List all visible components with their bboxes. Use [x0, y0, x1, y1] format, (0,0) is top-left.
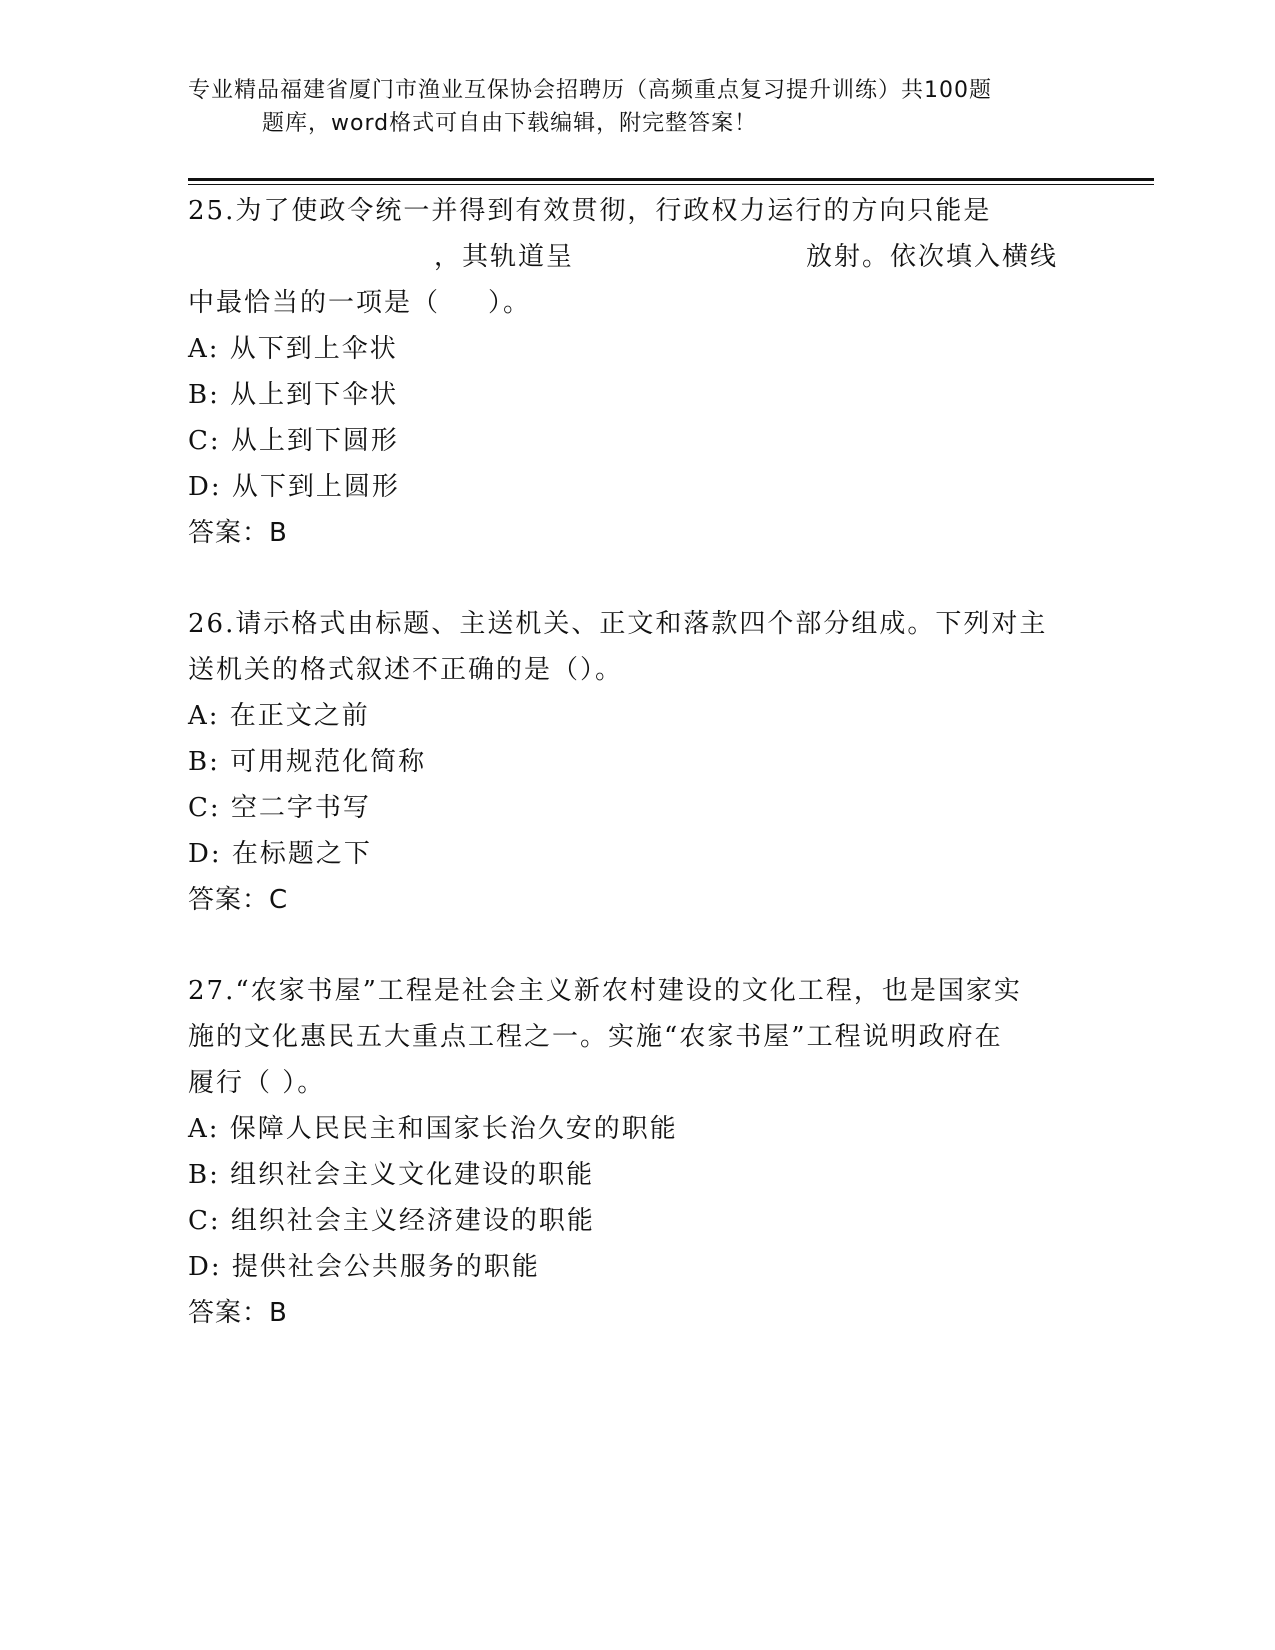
- question-stem-line: 27.“农家书屋”工程是社会主义新农村建设的文化工程，也是国家实: [188, 976, 1022, 1006]
- option-d: D: 在标题之下: [188, 839, 372, 869]
- question-stem-line: 施的文化惠民五大重点工程之一。实施“农家书屋”工程说明政府在: [188, 1022, 1003, 1052]
- question-stem-text: 放射。依次填入横线: [806, 242, 1059, 272]
- option-b: B: 可用规范化简称: [188, 747, 427, 777]
- answer-label: 答案：B: [188, 518, 288, 548]
- question-stem-line: 履行（ ）。: [188, 1068, 326, 1098]
- option-a: A: 在正文之前: [188, 701, 370, 731]
- question-stem-text: ）。: [488, 288, 532, 318]
- header-title-line-1: 专业精品福建省厦门市渔业互保协会招聘历（高频重点复习提升训练）共100题: [188, 78, 992, 103]
- option-c: C: 组织社会主义经济建设的职能: [188, 1206, 595, 1236]
- option-d: D: 提供社会公共服务的职能: [188, 1252, 540, 1282]
- header-divider-thick: [188, 178, 1154, 181]
- question-stem-line: [188, 234, 1068, 280]
- question-stem-text: ，其轨道呈: [434, 242, 575, 272]
- question-stem-line: [188, 188, 1068, 234]
- question-26: [188, 601, 1068, 923]
- question-stem-text: 中最恰当的一项是（: [188, 288, 441, 318]
- answer-label: 答案：B: [188, 1298, 288, 1328]
- option-c: C: 从上到下圆形: [188, 426, 399, 456]
- question-stem-line: 送机关的格式叙述不正确的是（）。: [188, 655, 624, 685]
- option-b: B: 组织社会主义文化建设的职能: [188, 1160, 595, 1190]
- option-d: D: 从下到上圆形: [188, 472, 400, 502]
- question-27: [188, 968, 1068, 1336]
- option-b: B: 从上到下伞状: [188, 380, 399, 410]
- question-stem-line: [188, 280, 1068, 326]
- header-divider-thin: [188, 184, 1154, 185]
- answer-label: 答案：C: [188, 885, 289, 915]
- question-stem-line: 26.请示格式由标题、主送机关、正文和落款四个部分组成。下列对主: [188, 609, 1048, 639]
- option-a: A: 保障人民民主和国家长治久安的职能: [188, 1114, 678, 1144]
- question-stem-text: 25.为了使政令统一并得到有效贯彻，行政权力运行的方向只能是: [188, 196, 992, 226]
- option-c: C: 空二字书写: [188, 793, 371, 823]
- question-25: [188, 188, 1068, 556]
- document-header: [188, 74, 1068, 140]
- header-title-line-2: 题库，word格式可自由下载编辑，附完整答案！: [262, 111, 758, 136]
- option-a: A: 从下到上伞状: [188, 334, 398, 364]
